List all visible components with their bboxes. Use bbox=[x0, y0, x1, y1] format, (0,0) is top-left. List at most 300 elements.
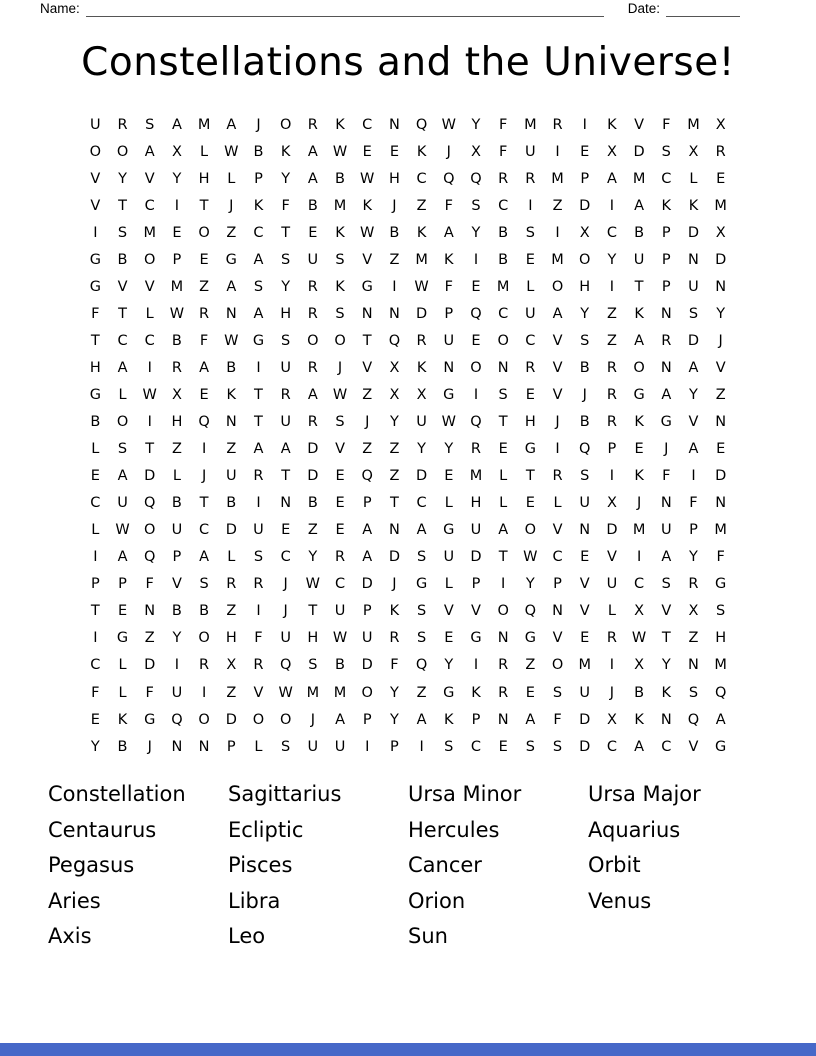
grid-letter: O bbox=[334, 332, 346, 349]
grid-row bbox=[82, 381, 735, 408]
grid-letter: B bbox=[579, 359, 590, 376]
grid-letter: H bbox=[579, 278, 591, 295]
grid-letter: I bbox=[473, 657, 479, 674]
grid-letter: D bbox=[687, 332, 700, 349]
grid-letter: L bbox=[118, 657, 127, 674]
grid-letter: U bbox=[280, 359, 291, 376]
grid-letter: F bbox=[498, 143, 508, 160]
grid-letter: U bbox=[525, 305, 536, 322]
grid-row bbox=[82, 409, 735, 436]
grid-letter: E bbox=[580, 630, 590, 647]
grid-letter: K bbox=[117, 711, 128, 728]
grid-row bbox=[82, 679, 735, 706]
grid-letter: O bbox=[524, 522, 537, 539]
grid-letter: H bbox=[89, 359, 101, 376]
grid-letter: E bbox=[199, 386, 209, 403]
grid-letter: E bbox=[716, 441, 726, 458]
grid-letter: Q bbox=[361, 468, 373, 485]
grid-letter: K bbox=[280, 143, 291, 160]
grid-letter: M bbox=[524, 116, 537, 133]
grid-letter: F bbox=[662, 116, 671, 133]
grid-letter: D bbox=[144, 657, 156, 674]
grid-letter: V bbox=[335, 441, 345, 458]
grid-letter: W bbox=[441, 414, 456, 431]
grid-letter: P bbox=[661, 224, 671, 241]
grid-letter: Y bbox=[471, 116, 481, 133]
grid-letter: A bbox=[498, 522, 509, 539]
grid-letter: Q bbox=[714, 684, 727, 701]
grid-letter: R bbox=[552, 116, 563, 133]
word-list-item: Orbit bbox=[588, 853, 641, 878]
grid-letter: U bbox=[225, 468, 237, 485]
grid-letter: N bbox=[225, 305, 237, 322]
grid-letter: V bbox=[443, 603, 454, 620]
word-list-item: Pisces bbox=[228, 853, 293, 878]
grid-letter: Y bbox=[172, 630, 182, 647]
grid-letter: X bbox=[688, 603, 699, 620]
grid-letter: R bbox=[199, 305, 210, 322]
grid-letter: O bbox=[116, 143, 129, 160]
grid-letter: B bbox=[307, 197, 318, 214]
grid-letter: B bbox=[253, 143, 264, 160]
grid-letter: E bbox=[525, 386, 535, 403]
grid-letter: F bbox=[444, 278, 453, 295]
grid-letter: O bbox=[470, 359, 482, 376]
grid-letter: U bbox=[280, 630, 291, 647]
grid-letter: W bbox=[631, 630, 647, 647]
grid-row bbox=[82, 300, 735, 327]
grid-letter: U bbox=[579, 495, 591, 512]
grid-letter: V bbox=[661, 603, 672, 620]
grid-letter: W bbox=[115, 522, 130, 539]
word-list-column bbox=[588, 777, 768, 955]
grid-letter: L bbox=[444, 576, 453, 593]
grid-letter: M bbox=[415, 251, 428, 268]
grid-letter: D bbox=[416, 468, 428, 485]
grid-letter: Y bbox=[661, 657, 671, 674]
grid-letter: B bbox=[498, 224, 509, 241]
grid-letter: S bbox=[580, 332, 590, 349]
grid-letter: G bbox=[524, 630, 536, 647]
puzzle-title: Constellations and the Universe! bbox=[81, 40, 735, 85]
grid-letter: J bbox=[582, 386, 587, 403]
grid-letter: Q bbox=[144, 549, 156, 566]
grid-letter: R bbox=[117, 116, 128, 133]
grid-letter: T bbox=[498, 414, 508, 431]
grid-letter: R bbox=[498, 170, 509, 187]
grid-letter: B bbox=[498, 251, 509, 268]
grid-letter: O bbox=[497, 603, 509, 620]
grid-letter: D bbox=[579, 197, 591, 214]
grid-letter: V bbox=[552, 630, 563, 647]
grid-letter: H bbox=[524, 414, 536, 431]
grid-letter: V bbox=[471, 603, 481, 620]
grid-letter: D bbox=[633, 143, 645, 160]
grid-letter: U bbox=[307, 738, 319, 755]
grid-letter: E bbox=[335, 495, 345, 512]
grid-letter: E bbox=[716, 170, 726, 187]
grid-letter: S bbox=[688, 684, 699, 701]
grid-letter: S bbox=[416, 549, 427, 566]
grid-letter: H bbox=[198, 170, 210, 187]
grid-letter: S bbox=[281, 738, 291, 755]
grid-letter: M bbox=[333, 197, 347, 214]
grid-letter: Z bbox=[389, 441, 400, 458]
grid-letter: U bbox=[688, 278, 699, 295]
grid-letter: A bbox=[199, 549, 210, 566]
grid-letter: F bbox=[662, 468, 671, 485]
grid-letter: E bbox=[90, 468, 100, 485]
word-list-item: Ursa Major bbox=[588, 782, 701, 806]
grid-letter: G bbox=[252, 332, 265, 349]
grid-letter: Y bbox=[417, 441, 427, 458]
word-list-item: Leo bbox=[228, 924, 266, 949]
grid-letter: W bbox=[224, 143, 239, 160]
header-row bbox=[40, 1, 740, 17]
grid-letter: R bbox=[307, 305, 318, 322]
grid-letter: U bbox=[361, 630, 373, 647]
grid-letter: Z bbox=[307, 522, 318, 539]
grid-letter: M bbox=[632, 522, 646, 539]
grid-letter: Y bbox=[281, 278, 291, 295]
grid-letter: N bbox=[688, 251, 699, 268]
grid-letter: K bbox=[634, 414, 644, 431]
grid-letter: M bbox=[333, 684, 347, 701]
grid-letter: X bbox=[688, 143, 699, 160]
grid-letter: D bbox=[606, 522, 618, 539]
grid-letter: Z bbox=[416, 197, 427, 214]
grid-letter: C bbox=[498, 197, 509, 214]
grid-letter: W bbox=[441, 116, 456, 133]
grid-row bbox=[82, 490, 735, 517]
grid-letter: K bbox=[444, 251, 454, 268]
grid-letter: K bbox=[607, 116, 617, 133]
grid-letter: P bbox=[90, 576, 100, 593]
grid-letter: C bbox=[606, 224, 617, 241]
grid-letter: R bbox=[525, 359, 536, 376]
grid-letter: L bbox=[526, 278, 535, 295]
grid-letter: S bbox=[335, 251, 345, 268]
grid-letter: V bbox=[362, 359, 373, 376]
grid-letter: X bbox=[171, 386, 182, 403]
grid-letter: Z bbox=[688, 630, 699, 647]
grid-letter: V bbox=[144, 170, 155, 187]
grid-letter: U bbox=[579, 684, 591, 701]
grid-letter: R bbox=[226, 576, 237, 593]
grid-letter: S bbox=[416, 603, 427, 620]
word-list-item: Cancer bbox=[408, 853, 482, 878]
grid-letter: F bbox=[716, 549, 725, 566]
grid-letter: F bbox=[254, 630, 263, 647]
grid-letter: L bbox=[553, 495, 562, 512]
grid-row bbox=[82, 219, 735, 246]
grid-letter: R bbox=[389, 630, 400, 647]
grid-letter: Z bbox=[362, 386, 373, 403]
grid-letter: J bbox=[664, 441, 669, 458]
grid-letter: X bbox=[606, 143, 617, 160]
grid-letter: K bbox=[389, 603, 400, 620]
grid-letter: R bbox=[498, 684, 509, 701]
grid-letter: N bbox=[280, 495, 292, 512]
grid-letter: I bbox=[174, 197, 180, 214]
grid-letter: O bbox=[551, 278, 564, 295]
grid-letter: H bbox=[171, 414, 183, 431]
grid-letter: C bbox=[144, 197, 155, 214]
grid-letter: M bbox=[714, 657, 727, 674]
grid-letter: K bbox=[661, 197, 672, 214]
grid-letter: V bbox=[552, 522, 563, 539]
grid-letter: O bbox=[579, 251, 591, 268]
grid-letter: E bbox=[444, 468, 454, 485]
grid-letter: I bbox=[147, 359, 152, 376]
grid-letter: I bbox=[555, 143, 560, 160]
grid-letter: I bbox=[256, 603, 261, 620]
grid-letter: A bbox=[335, 711, 345, 728]
grid-letter: C bbox=[470, 738, 482, 755]
grid-letter: G bbox=[89, 251, 101, 268]
grid-letter: K bbox=[634, 305, 644, 322]
grid-letter: B bbox=[90, 414, 101, 431]
grid-letter: J bbox=[446, 143, 451, 160]
grid-letter: F bbox=[689, 495, 698, 512]
grid-letter: N bbox=[144, 603, 156, 620]
grid-letter: D bbox=[579, 711, 591, 728]
grid-letter: T bbox=[118, 197, 127, 214]
grid-letter: T bbox=[254, 414, 263, 431]
grid-letter: O bbox=[361, 684, 373, 701]
grid-letter: A bbox=[307, 170, 318, 187]
grid-letter: L bbox=[444, 495, 453, 512]
grid-letter: X bbox=[715, 224, 726, 241]
grid-letter: F bbox=[145, 684, 154, 701]
grid-letter: S bbox=[253, 549, 264, 566]
grid-letter: E bbox=[117, 603, 128, 620]
grid-letter: U bbox=[606, 576, 618, 593]
grid-row bbox=[82, 138, 735, 165]
grid-letter: I bbox=[609, 657, 615, 674]
word-list-column bbox=[48, 777, 228, 955]
grid-letter: A bbox=[634, 738, 645, 755]
grid-letter: Y bbox=[607, 251, 617, 268]
grid-letter: U bbox=[443, 332, 455, 349]
grid-letter: Q bbox=[198, 414, 210, 431]
grid-row bbox=[82, 706, 735, 733]
grid-letter: I bbox=[93, 630, 98, 647]
grid-letter: V bbox=[688, 738, 699, 755]
word-list-item: Constellation bbox=[48, 782, 186, 806]
grid-letter: P bbox=[444, 305, 454, 322]
grid-letter: T bbox=[199, 495, 209, 512]
grid-letter: K bbox=[688, 197, 699, 214]
grid-letter: J bbox=[609, 684, 615, 701]
grid-letter: K bbox=[416, 143, 427, 160]
grid-letter: Q bbox=[415, 116, 428, 133]
grid-letter: A bbox=[715, 711, 726, 728]
grid-letter: E bbox=[335, 468, 345, 485]
grid-letter: N bbox=[225, 414, 237, 431]
grid-letter: B bbox=[117, 738, 128, 755]
grid-letter: D bbox=[579, 738, 591, 755]
grid-letter: N bbox=[660, 305, 672, 322]
grid-letter: D bbox=[225, 711, 237, 728]
grid-letter: M bbox=[143, 224, 156, 241]
grid-letter: I bbox=[419, 738, 424, 755]
grid-letter: U bbox=[470, 522, 482, 539]
grid-letter: C bbox=[117, 332, 128, 349]
grid-letter: C bbox=[253, 224, 264, 241]
grid-letter: H bbox=[307, 630, 319, 647]
grid-letter: C bbox=[661, 170, 672, 187]
grid-letter: J bbox=[636, 495, 642, 512]
grid-letter: O bbox=[89, 143, 102, 160]
grid-letter: T bbox=[254, 386, 263, 403]
grid-letter: N bbox=[715, 278, 727, 295]
grid-letter: X bbox=[226, 657, 237, 674]
word-list-item: Venus bbox=[588, 888, 652, 913]
grid-letter: C bbox=[661, 738, 672, 755]
grid-letter: R bbox=[307, 278, 318, 295]
grid-letter: I bbox=[555, 441, 560, 458]
grid-letter: S bbox=[335, 305, 345, 322]
grid-letter: W bbox=[360, 170, 375, 187]
grid-letter: M bbox=[197, 116, 211, 133]
grid-letter: Q bbox=[415, 657, 428, 674]
grid-letter: T bbox=[389, 495, 399, 512]
grid-letter: S bbox=[716, 603, 726, 620]
grid-letter: S bbox=[525, 738, 535, 755]
grid-letter: N bbox=[171, 738, 183, 755]
grid-letter: N bbox=[715, 495, 727, 512]
grid-letter: F bbox=[444, 197, 453, 214]
grid-letter: P bbox=[226, 738, 236, 755]
grid-letter: D bbox=[225, 522, 237, 539]
grid-letter: V bbox=[552, 359, 563, 376]
grid-letter: J bbox=[392, 576, 397, 593]
grid-row bbox=[82, 571, 735, 598]
grid-letter: E bbox=[580, 143, 590, 160]
grid-letter: O bbox=[116, 414, 129, 431]
grid-letter: R bbox=[199, 657, 210, 674]
grid-letter: I bbox=[147, 414, 152, 431]
grid-letter: K bbox=[335, 224, 345, 241]
grid-letter: E bbox=[498, 441, 508, 458]
grid-letter: M bbox=[170, 278, 184, 295]
grid-letter: I bbox=[174, 657, 180, 674]
grid-letter: L bbox=[689, 170, 698, 187]
grid-letter: A bbox=[661, 386, 672, 403]
grid-letter: T bbox=[498, 549, 508, 566]
grid-letter: U bbox=[253, 522, 264, 539]
grid-letter: A bbox=[552, 305, 563, 322]
grid-letter: R bbox=[334, 549, 346, 566]
grid-row bbox=[82, 652, 735, 679]
grid-letter: Q bbox=[470, 414, 482, 431]
grid-letter: V bbox=[552, 332, 563, 349]
grid-letter: V bbox=[552, 386, 563, 403]
grid-letter: J bbox=[718, 332, 723, 349]
grid-letter: Z bbox=[389, 251, 400, 268]
grid-letter: R bbox=[688, 576, 699, 593]
grid-letter: I bbox=[473, 251, 479, 268]
grid-letter: Q bbox=[144, 495, 156, 512]
grid-letter: E bbox=[471, 332, 481, 349]
grid-letter: R bbox=[470, 441, 481, 458]
grid-letter: S bbox=[308, 657, 318, 674]
grid-letter: A bbox=[117, 359, 128, 376]
grid-letter: R bbox=[552, 468, 563, 485]
grid-letter: A bbox=[688, 359, 699, 376]
grid-letter: O bbox=[144, 251, 156, 268]
grid-letter: K bbox=[634, 711, 644, 728]
grid-letter: C bbox=[416, 495, 427, 512]
grid-row bbox=[82, 463, 735, 490]
grid-row bbox=[82, 273, 735, 300]
grid-letter: K bbox=[253, 197, 264, 214]
grid-letter: U bbox=[90, 116, 101, 133]
grid-letter: Y bbox=[471, 224, 481, 241]
grid-letter: L bbox=[91, 441, 100, 458]
grid-letter: Z bbox=[226, 224, 237, 241]
grid-letter: G bbox=[89, 386, 101, 403]
grid-letter: Y bbox=[308, 549, 318, 566]
grid-letter: X bbox=[389, 386, 400, 403]
grid-letter: E bbox=[308, 224, 318, 241]
grid-letter: Y bbox=[389, 711, 399, 728]
grid-letter: A bbox=[171, 116, 182, 133]
grid-letter: Z bbox=[144, 630, 155, 647]
grid-letter: B bbox=[634, 684, 645, 701]
grid-letter: O bbox=[307, 332, 319, 349]
grid-letter: R bbox=[307, 359, 318, 376]
grid-letter: I bbox=[636, 549, 642, 566]
grid-row bbox=[82, 625, 735, 652]
grid-letter: T bbox=[90, 332, 100, 349]
grid-letter: R bbox=[171, 359, 182, 376]
grid-letter: I bbox=[256, 359, 261, 376]
grid-letter: P bbox=[661, 278, 671, 295]
grid-letter: R bbox=[416, 332, 427, 349]
grid-letter: I bbox=[473, 386, 479, 403]
grid-letter: S bbox=[253, 278, 264, 295]
grid-letter: K bbox=[362, 197, 372, 214]
grid-letter: E bbox=[525, 251, 535, 268]
grid-letter: L bbox=[254, 738, 263, 755]
grid-letter: E bbox=[199, 251, 209, 268]
grid-letter: A bbox=[416, 522, 427, 539]
word-list-item: Hercules bbox=[408, 817, 500, 842]
grid-letter: Y bbox=[716, 305, 726, 322]
grid-letter: I bbox=[201, 684, 207, 701]
grid-letter: K bbox=[661, 684, 672, 701]
grid-letter: S bbox=[525, 224, 535, 241]
grid-letter: Y bbox=[172, 170, 182, 187]
grid-letter: L bbox=[607, 603, 616, 620]
grid-letter: F bbox=[281, 197, 290, 214]
grid-letter: I bbox=[582, 116, 587, 133]
grid-letter: F bbox=[553, 711, 562, 728]
grid-letter: U bbox=[334, 738, 346, 755]
word-list-column bbox=[228, 777, 408, 955]
grid-letter: S bbox=[552, 684, 563, 701]
grid-letter: A bbox=[443, 224, 454, 241]
grid-letter: Y bbox=[689, 549, 698, 566]
grid-letter: P bbox=[689, 522, 698, 539]
grid-letter: D bbox=[416, 305, 428, 322]
grid-letter: S bbox=[444, 738, 454, 755]
name-label: Name: bbox=[40, 1, 80, 16]
grid-letter: S bbox=[281, 251, 291, 268]
grid-letter: K bbox=[444, 711, 454, 728]
